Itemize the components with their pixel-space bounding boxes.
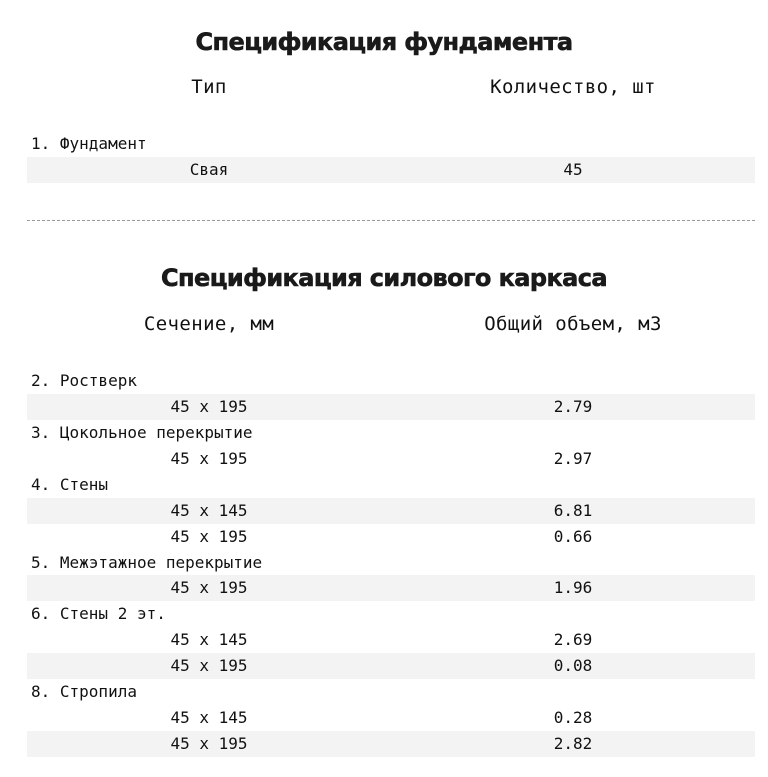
- row-volume: 0.66: [553, 527, 593, 546]
- table-row: [27, 575, 755, 601]
- row-section: 45 x 195: [170, 734, 248, 753]
- group-label: 4. Стены: [31, 475, 109, 494]
- group-label: 5. Межэтажное перекрытие: [31, 553, 263, 572]
- table-row: [27, 653, 755, 679]
- row-volume: 2.82: [553, 734, 593, 753]
- row-value: 45: [563, 160, 583, 179]
- table-row: [27, 627, 755, 653]
- row-volume: 6.81: [553, 501, 593, 520]
- table-row: [27, 705, 755, 731]
- row-volume: 2.69: [553, 630, 593, 649]
- frame-title: Спецификация силового каркаса: [161, 264, 607, 292]
- group-label: 6. Стены 2 эт.: [31, 604, 166, 623]
- row-section: 45 x 195: [170, 656, 248, 675]
- table-row: [27, 498, 755, 524]
- section-divider: [27, 220, 755, 221]
- row-volume: 0.28: [553, 708, 593, 727]
- group-label-foundation: 1. Фундамент: [31, 134, 147, 153]
- table-row: [27, 394, 755, 420]
- column-header-section: Сечение, мм: [143, 313, 275, 335]
- group-label: 8. Стропила: [31, 682, 137, 701]
- column-header-quantity: Количество, шт: [490, 76, 656, 98]
- table-row: [27, 157, 755, 183]
- foundation-title: Спецификация фундамента: [195, 28, 573, 56]
- column-header-volume: Общий объем, м3: [484, 313, 662, 335]
- row-section: 45 x 145: [170, 708, 248, 727]
- row-name: Свая: [189, 160, 229, 179]
- group-label: 3. Цокольное перекрытие: [31, 423, 253, 442]
- table-row: [27, 446, 755, 472]
- column-header-type: Тип: [191, 76, 227, 98]
- row-volume: 0.08: [553, 656, 593, 675]
- table-row: [27, 731, 755, 757]
- row-volume: 2.79: [553, 397, 593, 416]
- row-section: 45 x 195: [170, 449, 248, 468]
- row-section: 45 x 145: [170, 630, 248, 649]
- row-section: 45 x 195: [170, 527, 248, 546]
- table-row: [27, 524, 755, 550]
- row-section: 45 x 145: [170, 501, 248, 520]
- row-section: 45 x 195: [170, 578, 248, 597]
- row-section: 45 x 195: [170, 397, 248, 416]
- row-volume: 2.97: [553, 449, 593, 468]
- group-label: 2. Ростверк: [31, 371, 137, 390]
- row-volume: 1.96: [553, 578, 593, 597]
